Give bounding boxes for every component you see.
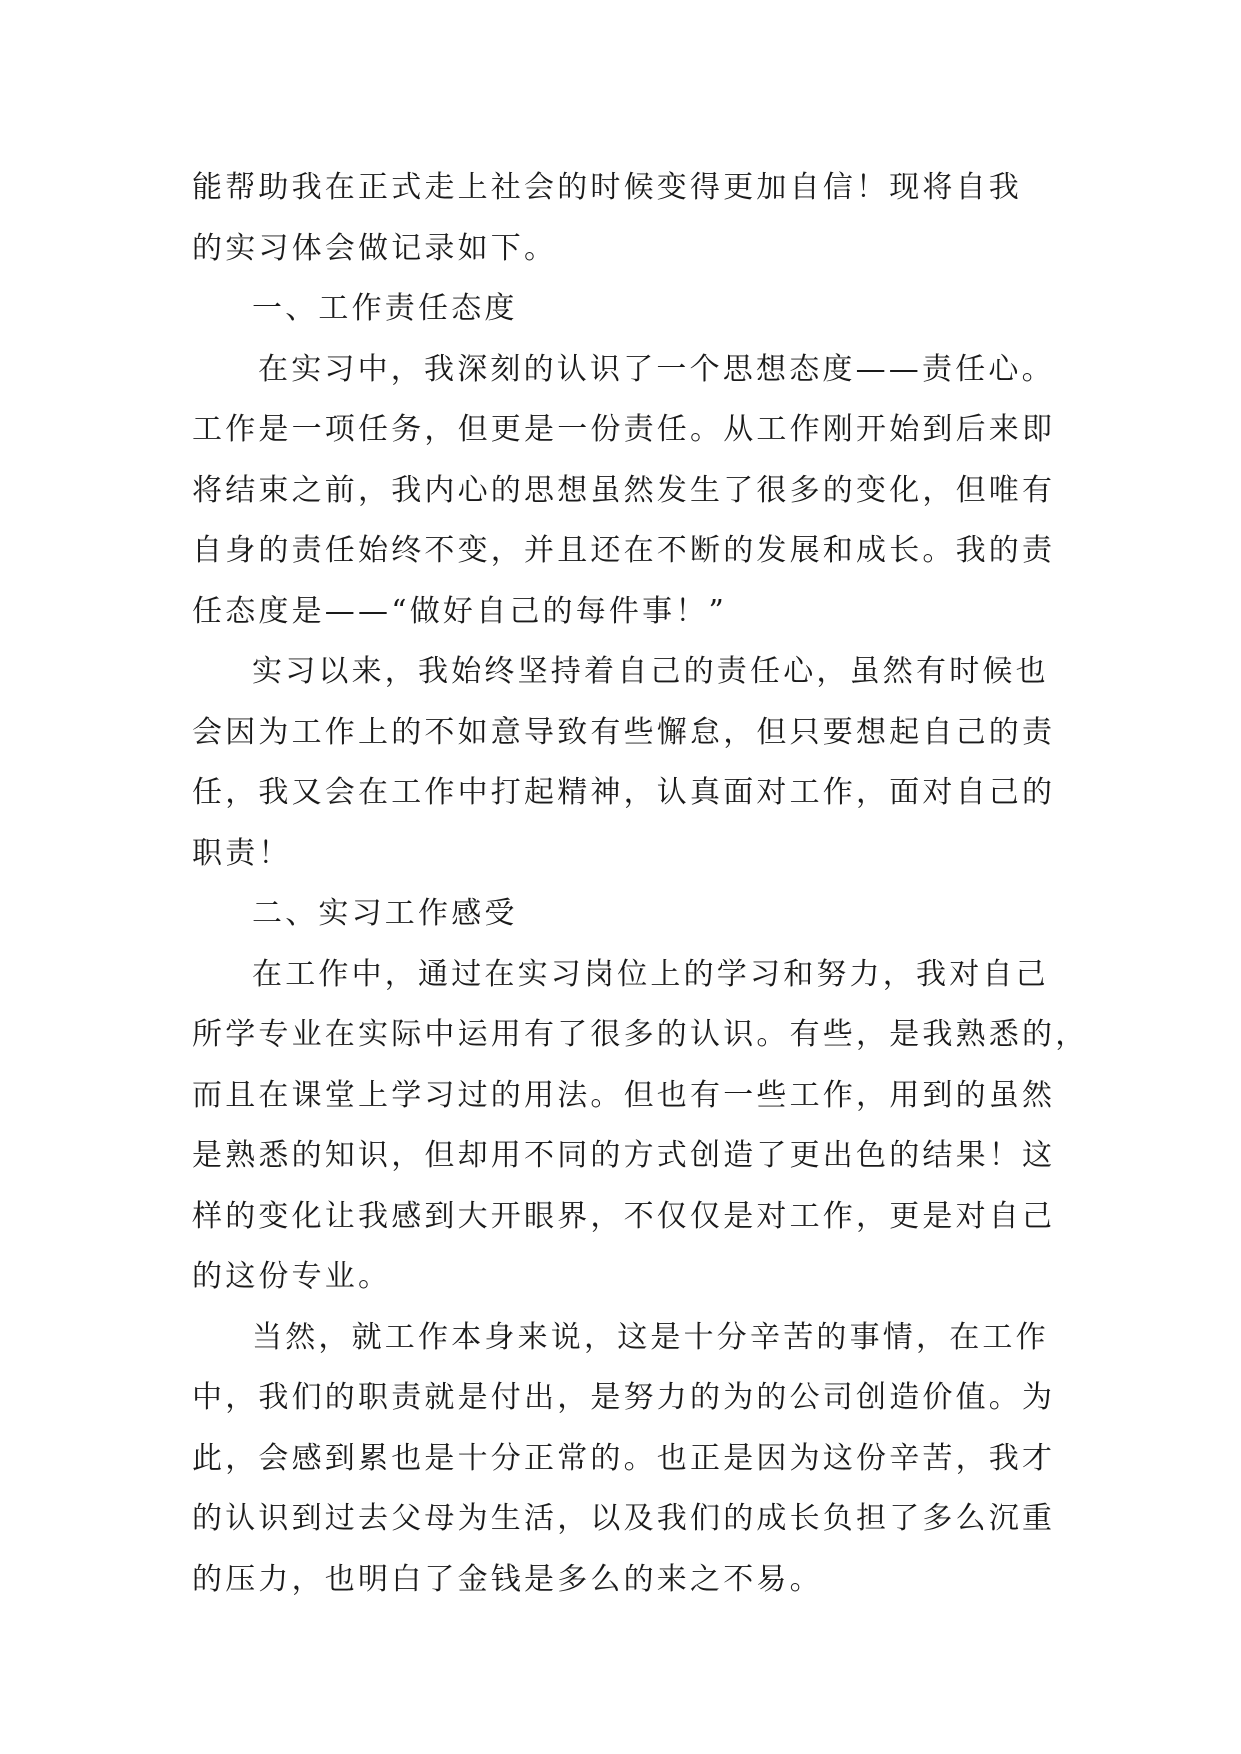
body-line: 任，我又会在工作中打起精神，认真面对工作，面对自己的 <box>192 775 1056 810</box>
body-line: 能帮助我在正式走上社会的时候变得更加自信！现将自我 <box>192 170 1022 205</box>
body-line: 的压力，也明白了金钱是多么的来之不易。 <box>192 1561 823 1597</box>
body-line: 自身的责任始终不变，并且还在不断的发展和成长。我的责 <box>192 533 1056 568</box>
body-line: 任态度是——“做好自己的每件事！” <box>192 593 728 629</box>
body-line: 工作是一项任务，但更是一份责任。从工作刚开始到后来即 <box>192 412 1056 447</box>
body-line: 样的变化让我感到大开眼界，不仅仅是对工作，更是对自己 <box>192 1198 1056 1234</box>
body-line: 的实习体会做记录如下。 <box>192 230 558 266</box>
body-line: 将结束之前，我内心的思想虽然发生了很多的变化，但唯有 <box>192 472 1056 508</box>
body-line: 的这份专业。 <box>192 1259 392 1294</box>
body-line: 是熟悉的知识，但却用不同的方式创造了更出色的结果！这 <box>192 1138 1056 1173</box>
body-line: 会因为工作上的不如意导致有些懈怠，但只要想起自己的责 <box>192 714 1056 750</box>
body-line: 中，我们的职责就是付出，是努力的为的公司创造价值。为 <box>192 1380 1056 1415</box>
body-line: 此，会感到累也是十分正常的。也正是因为这份辛苦，我才 <box>192 1440 1056 1476</box>
body-line: 的认识到过去父母为生活，以及我们的成长负担了多么沉重 <box>192 1501 1056 1536</box>
section-heading: 一、工作责任态度 <box>252 291 518 326</box>
paragraph-first-line: 实习以来，我始终坚持着自己的责任心，虽然有时候也 <box>252 654 1049 689</box>
paragraph-first-line: 在实习中，我深刻的认识了一个思想态度——责任心。 <box>258 351 1055 387</box>
body-line: 职责！ <box>192 835 292 871</box>
document-body <box>192 158 1089 1610</box>
body-line: 所学专业在实际中运用有了很多的认识。有些，是我熟悉的， <box>192 1017 1089 1052</box>
paragraph-first-line: 当然，就工作本身来说，这是十分辛苦的事情，在工作 <box>252 1319 1049 1355</box>
paragraph-first-line: 在工作中，通过在实习岗位上的学习和努力，我对自己 <box>252 956 1049 992</box>
section-heading: 二、实习工作感受 <box>252 896 518 931</box>
body-line: 而且在课堂上学习过的用法。但也有一些工作，用到的虽然 <box>192 1077 1056 1113</box>
